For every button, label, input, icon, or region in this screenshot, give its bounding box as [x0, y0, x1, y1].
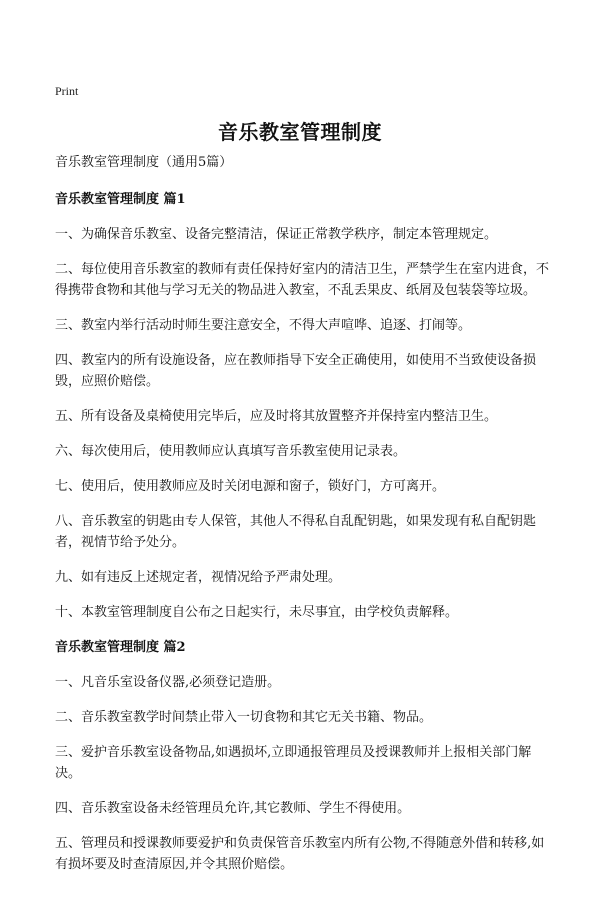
paragraph: 二、每位使用音乐教室的教师有责任保持好室内的清洁卫生，严禁学生在室内进食，不得携带食物和其他与学习无关的物品进入教室，不乱丢果皮、纸屑及包装袋等垃圾。: [55, 262, 550, 298]
paragraph: 五、管理员和授课教师要爱护和负责保管音乐教室内所有公物,不得随意外借和转移,如有损坏要及时查清原因,并令其照价赔偿。: [55, 836, 545, 872]
paragraph: 五、所有设备及桌椅使用完毕后，应及时将其放置整齐并保持室内整洁卫生。: [55, 409, 498, 424]
paragraph: 四、教室内的所有设施设备，应在教师指导下安全正确使用，如使用不当致使设备损毁，应照价赔偿。: [55, 353, 537, 389]
print-label: Print: [55, 84, 79, 98]
paragraph: 六、每次使用后，使用教师应认真填写音乐教室使用记录表。: [55, 444, 407, 459]
paragraph: 三、教室内举行活动时师生要注意安全，不得大声喧哗、追逐、打闹等。: [55, 318, 472, 333]
paragraph: 一、凡音乐室设备仪器,必须登记造册。: [55, 675, 281, 690]
paragraph: 二、音乐教室教学时间禁止带入一切食物和其它无关书籍、物品。: [55, 710, 433, 725]
section-2: [55, 637, 555, 875]
section-heading: 音乐教室管理制度 篇2: [55, 640, 186, 655]
paragraph: 九、如有违反上述规定者，视情况给予严肃处理。: [55, 570, 342, 585]
paragraph: 一、为确保音乐教室、设备完整清洁，保证正常教学秩序，制定本管理规定。: [55, 227, 498, 242]
document-body: [55, 152, 555, 889]
section-heading: 音乐教室管理制度 篇1: [55, 192, 186, 207]
paragraph: 四、音乐教室设备未经管理员允许,其它教师、学生不得使用。: [55, 801, 411, 816]
document-subtitle: 音乐教室管理制度（通用5篇）: [55, 155, 233, 170]
section-1: [55, 189, 555, 623]
paragraph: 三、爱护音乐教室设备物品,如遇损坏,立即通报管理员及授课教师并上报相关部门解决。: [55, 745, 532, 781]
paragraph: 十、本教室管理制度自公布之日起实行，未尽事宜，由学校负责解释。: [55, 605, 459, 620]
paragraph: 八、音乐教室的钥匙由专人保管，其他人不得私自乱配钥匙，如果发现有私自配钥匙者，视情节给予处分。: [55, 514, 537, 550]
page-title: 音乐教室管理制度: [218, 120, 382, 144]
paragraph: 七、使用后，使用教师应及时关闭电源和窗子，锁好门，方可离开。: [55, 479, 446, 494]
